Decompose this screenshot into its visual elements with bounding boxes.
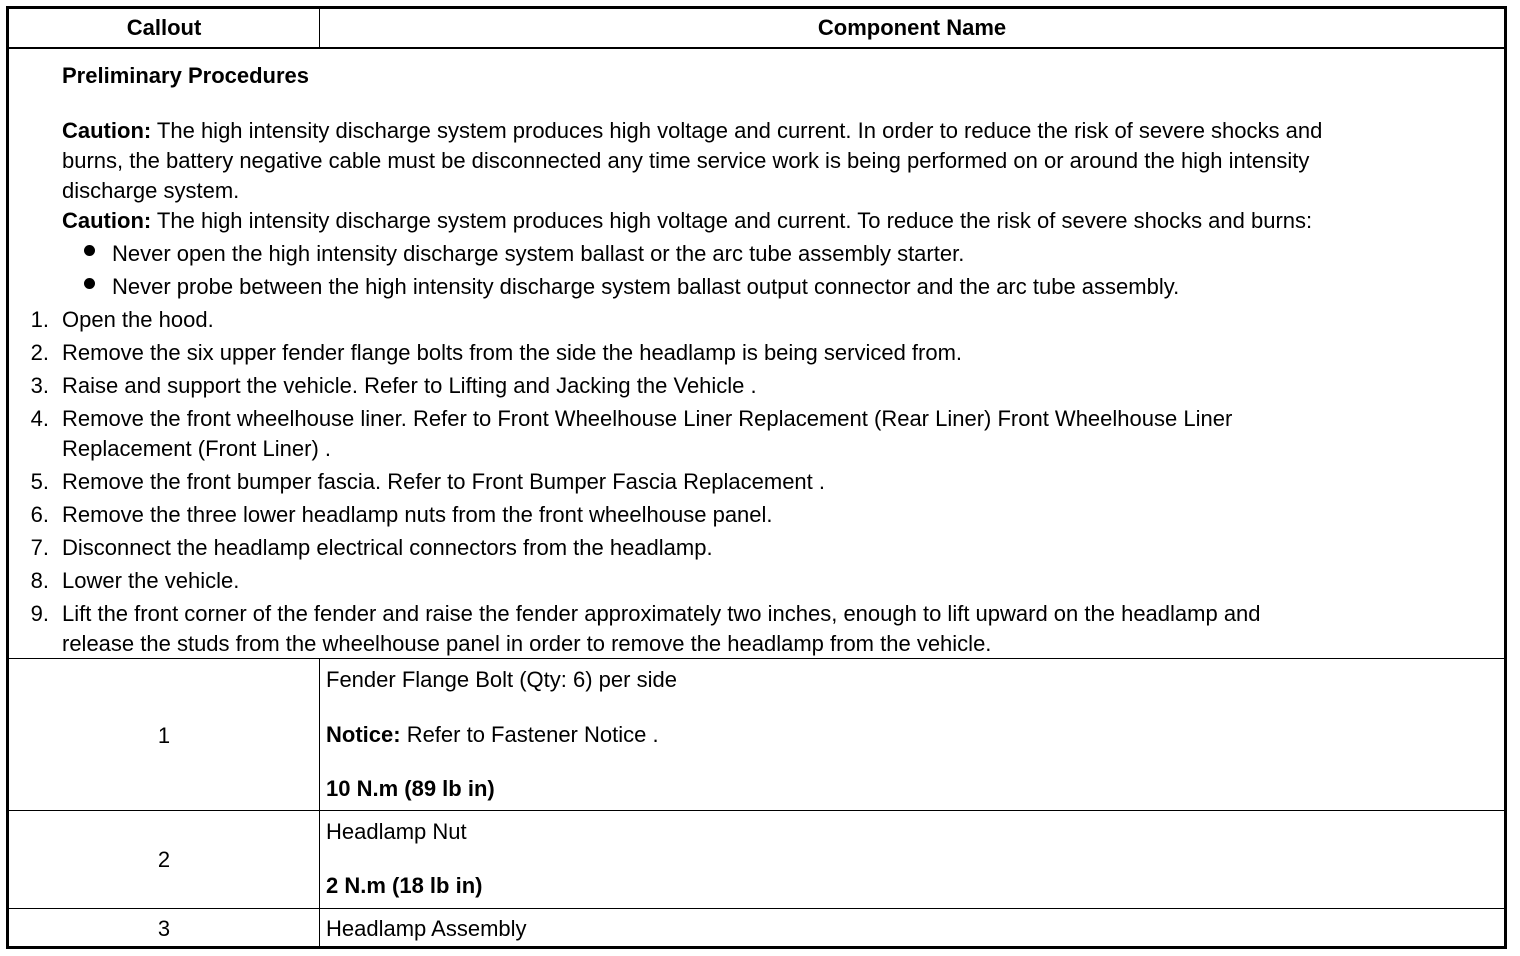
header-callout: Callout xyxy=(126,15,202,40)
step-number: 4. xyxy=(30,406,49,431)
preliminary-procedures-cell xyxy=(9,49,1504,658)
preliminary-title: Preliminary Procedures xyxy=(62,63,310,88)
step-text: Remove the six upper fender flange bolts from the side the headlamp is being serviced from. xyxy=(62,340,963,365)
caution-1-label: Caution: xyxy=(62,118,152,143)
row-divider xyxy=(9,810,1504,811)
notice-label: Notice: xyxy=(326,722,401,747)
torque-spec: 10 N.m (89 lb in) xyxy=(326,776,495,801)
callout-number: 2 xyxy=(157,847,171,872)
step-number: 7. xyxy=(30,535,49,560)
component-name: Headlamp Assembly xyxy=(326,916,527,941)
caution-1-line-1 xyxy=(62,116,1322,146)
step-text-continued: release the studs from the wheelhouse panel in order to remove the headlamp from the vehicle. xyxy=(62,631,992,656)
step-number: 3. xyxy=(30,373,49,398)
step-number: 8. xyxy=(30,568,49,593)
callout-number: 1 xyxy=(157,723,171,748)
row-divider xyxy=(9,908,1504,909)
bullet-dot-icon xyxy=(84,245,95,256)
header-component-name: Component Name xyxy=(817,15,1007,40)
procedure-table xyxy=(6,6,1507,949)
notice-text: Refer to Fastener Notice . xyxy=(406,722,659,747)
component-notice xyxy=(326,720,659,750)
step-text: Lift the front corner of the fender and raise the fender approximately two inches, enough to lift upward on the headlamp and xyxy=(62,601,1261,626)
component-name: Fender Flange Bolt (Qty: 6) per side xyxy=(326,667,677,692)
step-text: Open the hood. xyxy=(62,307,214,332)
step-text: Remove the front bumper fascia. Refer to Front Bumper Fascia Replacement . xyxy=(62,469,825,494)
component-name: Headlamp Nut xyxy=(326,819,467,844)
caution-1-text: The high intensity discharge system produces high voltage and current. In order to reduce the risk of severe shocks and xyxy=(156,118,1323,143)
column-divider xyxy=(319,659,320,946)
caution-bullet-1: Never open the high intensity discharge system ballast or the arc tube assembly starter. xyxy=(112,241,965,266)
step-number: 1. xyxy=(30,307,49,332)
step-text: Remove the three lower headlamp nuts from the front wheelhouse panel. xyxy=(62,502,773,527)
step-text: Remove the front wheelhouse liner. Refer to Front Wheelhouse Liner Replacement (Rear Liner) Front Wheelhouse Liner xyxy=(62,406,1233,431)
step-number: 5. xyxy=(30,469,49,494)
step-text: Raise and support the vehicle. Refer to Lifting and Jacking the Vehicle . xyxy=(62,373,757,398)
step-text-continued: Replacement (Front Liner) . xyxy=(62,436,331,461)
callout-number: 3 xyxy=(157,916,171,941)
caution-2-text: The high intensity discharge system produces high voltage and current. To reduce the risk of severe shocks and burns: xyxy=(156,208,1313,233)
caution-1-line-2: burns, the battery negative cable must be disconnected any time service work is being performed on or around the high intensity xyxy=(62,148,1310,173)
step-number: 9. xyxy=(30,601,49,626)
caution-bullet-2: Never probe between the high intensity discharge system ballast output connector and the arc tube assembly. xyxy=(112,274,1180,299)
step-text: Disconnect the headlamp electrical connectors from the headlamp. xyxy=(62,535,713,560)
step-number: 6. xyxy=(30,502,49,527)
step-text: Lower the vehicle. xyxy=(62,568,240,593)
row-divider xyxy=(9,658,1504,659)
step-number: 2. xyxy=(30,340,49,365)
caution-2 xyxy=(62,206,1312,236)
bullet-dot-icon xyxy=(84,278,95,289)
table-header-row xyxy=(9,9,1504,49)
caution-1-line-3: discharge system. xyxy=(62,178,240,203)
caution-2-label: Caution: xyxy=(62,208,152,233)
torque-spec: 2 N.m (18 lb in) xyxy=(326,873,483,898)
